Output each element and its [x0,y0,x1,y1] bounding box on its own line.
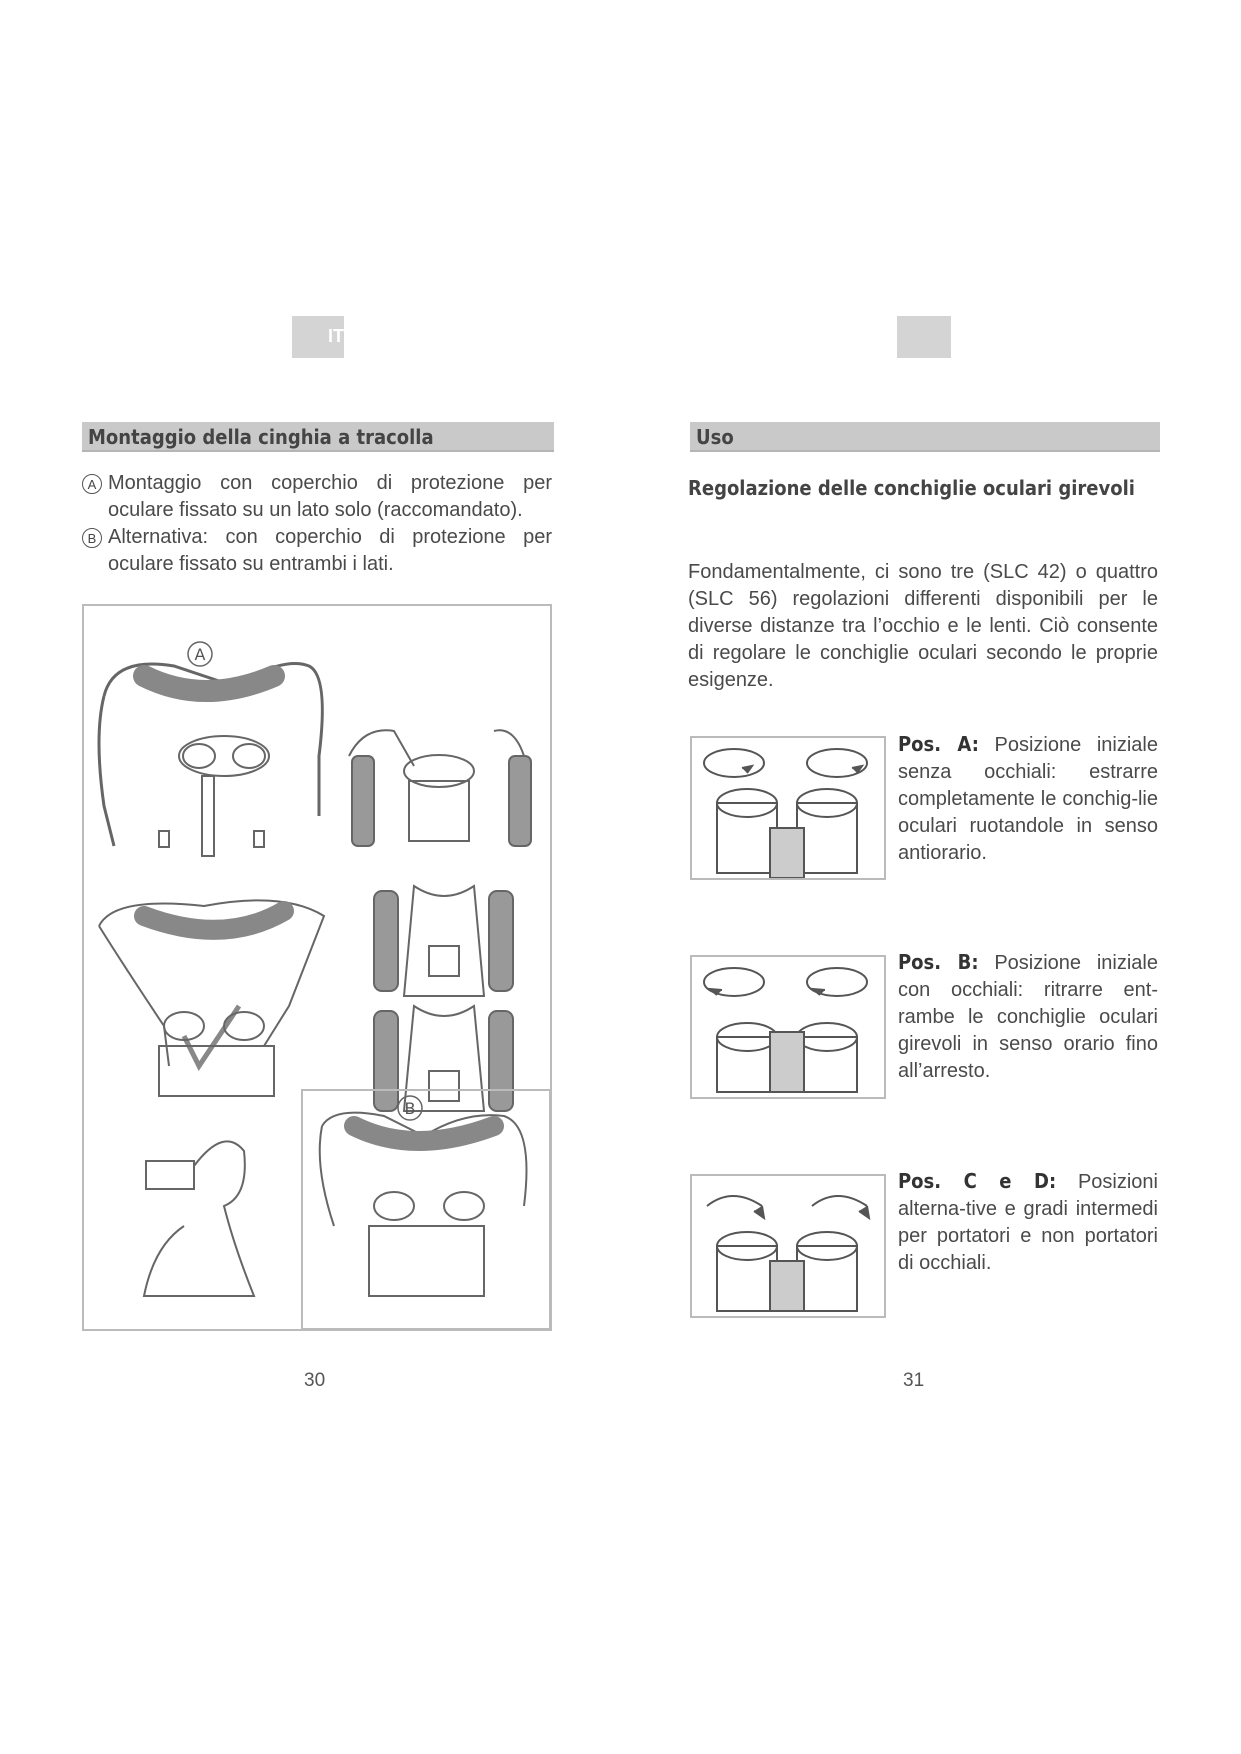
instruction-b-text: Alternativa: con coperchio di protezione per oculare fissato su entrambi i lati. [108,526,552,575]
page-number-left: 30 [304,1370,326,1391]
language-tab-label: IT [328,326,344,346]
binocular-eyecups-icon [692,957,884,1097]
strap-assembly-figure [82,604,552,1331]
language-tab-right [897,316,951,358]
eyecups-paragraph: Fondamentalmente, ci sono tre (SLC 42) o quattro (SLC 56) regolazioni differenti disponibili per le diverse distanze tra l’occhio e le lenti. Ciò consente di regolare le conchiglie oculari secondo le proprie esigenze. [688,561,1158,691]
position-cd-label: Pos. C e D: [898,1169,1057,1193]
subheading-eyecups: Regolazione delle conchiglie oculari girevoli [688,476,1135,500]
figure-label-b: B [404,1099,416,1118]
strap-illustration [84,606,550,1329]
eyecup-position-a-image [690,736,886,880]
eyecup-position-a-text [898,731,1158,867]
instruction-a [82,470,552,524]
section-title-use: Uso [690,422,1160,452]
eyecup-position-b-image [690,955,886,1099]
position-cd-description: Posizioni alterna-tive e gradi intermedi per portatori e non portatori di occhiali. [898,1171,1158,1274]
position-a-label: Pos. A: [898,732,979,756]
position-b-label: Pos. B: [898,950,979,974]
instruction-a-text: Montaggio con coperchio di protezione per oculare fissato su un lato solo (raccomandato). [108,472,552,521]
eyecup-position-b-text [898,949,1158,1085]
binocular-eyecups-icon [692,1176,884,1316]
marker-a: A [82,474,102,494]
marker-b: B [82,528,102,548]
instruction-b [82,524,552,578]
position-a-description: Posizione iniziale senza occhiali: estrarre completamente le conchig-lie oculari ruotandole in senso antiorario. [898,734,1158,864]
eyecup-position-cd-image [690,1174,886,1318]
section-title-strap: Montaggio della cinghia a tracolla [82,422,554,452]
language-tab [292,316,344,358]
position-b-description: Posizione iniziale con occhiali: ritrarre ent-rambe le conchiglie oculari girevoli in senso orario fino all’arresto. [898,952,1158,1082]
page-number-right: 31 [903,1370,925,1391]
strap-instructions [82,470,552,578]
figure-label-a: A [194,645,206,664]
binocular-eyecups-icon [692,738,884,878]
eyecup-position-cd-text [898,1168,1158,1277]
